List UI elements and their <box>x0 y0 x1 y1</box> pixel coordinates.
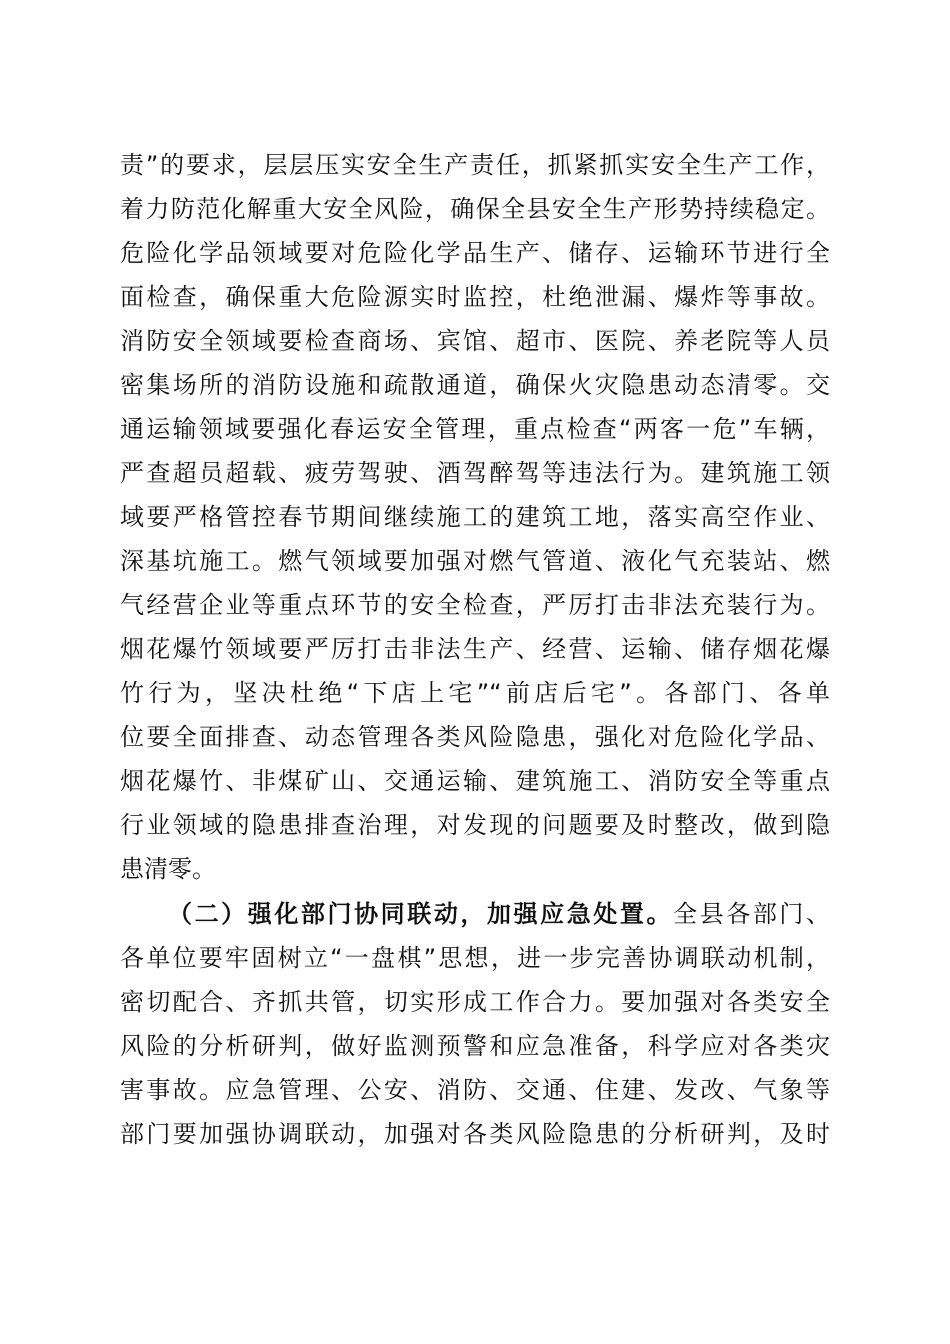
section-heading-line <box>168 894 830 934</box>
body-text-line: 域要严格管控春节期间继续施工的建筑工地，落实高空作业、 <box>120 503 830 531</box>
body-text-line: 通运输领域要强化春运安全管理，重点检查“两客一危”车辆， <box>120 415 830 443</box>
body-text-line: 严查超员超载、疲劳驾驶、酒驾醉驾等违法行为。建筑施工领 <box>120 459 830 487</box>
body-text-line: 行业领域的隐患排查治理，对发现的问题要及时整改，做到隐 <box>120 811 830 839</box>
body-text-line: 危险化学品领域要对危险化学品生产、储存、运输环节进行全 <box>120 239 830 267</box>
body-text-line: 消防安全领域要检查商场、宾馆、超市、医院、养老院等人员 <box>120 327 830 355</box>
body-text-line: 烟花爆竹领域要严厉打击非法生产、经营、运输、储存烟花爆 <box>120 635 830 663</box>
section-heading: （二）强化部门协同联动，加强应急处置。 <box>168 900 674 928</box>
section-heading-rest: 全县各部门、 <box>673 900 830 928</box>
body-text-line: 责”的要求，层层压实安全生产责任，抓紧抓实安全生产工作， <box>120 151 830 179</box>
body-text-line: 各单位要牢固树立“一盘棋”思想，进一步完善协调联动机制， <box>120 944 830 972</box>
body-text-line: 密集场所的消防设施和疏散通道，确保火灾隐患动态清零。交 <box>120 371 830 399</box>
body-text-line: 着力防范化解重大安全风险，确保全县安全生产形势持续稳定。 <box>120 195 830 223</box>
body-text-line: 面检查，确保重大危险源实时监控，杜绝泄漏、爆炸等事故。 <box>120 283 830 311</box>
body-text-line: 竹行为，坚决杜绝“下店上宅”“前店后宅”。各部门、各单 <box>120 679 830 707</box>
body-text-line: 风险的分析研判，做好监测预警和应急准备，科学应对各类灾 <box>120 1032 830 1060</box>
body-text-line: 气经营企业等重点环节的安全检查，严厉打击非法充装行为。 <box>120 591 830 619</box>
body-text-line: 密切配合、齐抓共管，切实形成工作合力。要加强对各类安全 <box>120 988 830 1016</box>
body-text-line: 烟花爆竹、非煤矿山、交通运输、建筑施工、消防安全等重点 <box>120 767 830 795</box>
body-text-line: 位要全面排查、动态管理各类风险隐患，强化对危险化学品、 <box>120 723 830 751</box>
body-text-line: 患清零。 <box>120 855 216 883</box>
body-text-line: 深基坑施工。燃气领域要加强对燃气管道、液化气充装站、燃 <box>120 547 830 575</box>
body-text-line: 害事故。应急管理、公安、消防、交通、住建、发改、气象等 <box>120 1076 830 1104</box>
body-text-line: 部门要加强协调联动，加强对各类风险隐患的分析研判，及时 <box>120 1120 830 1148</box>
